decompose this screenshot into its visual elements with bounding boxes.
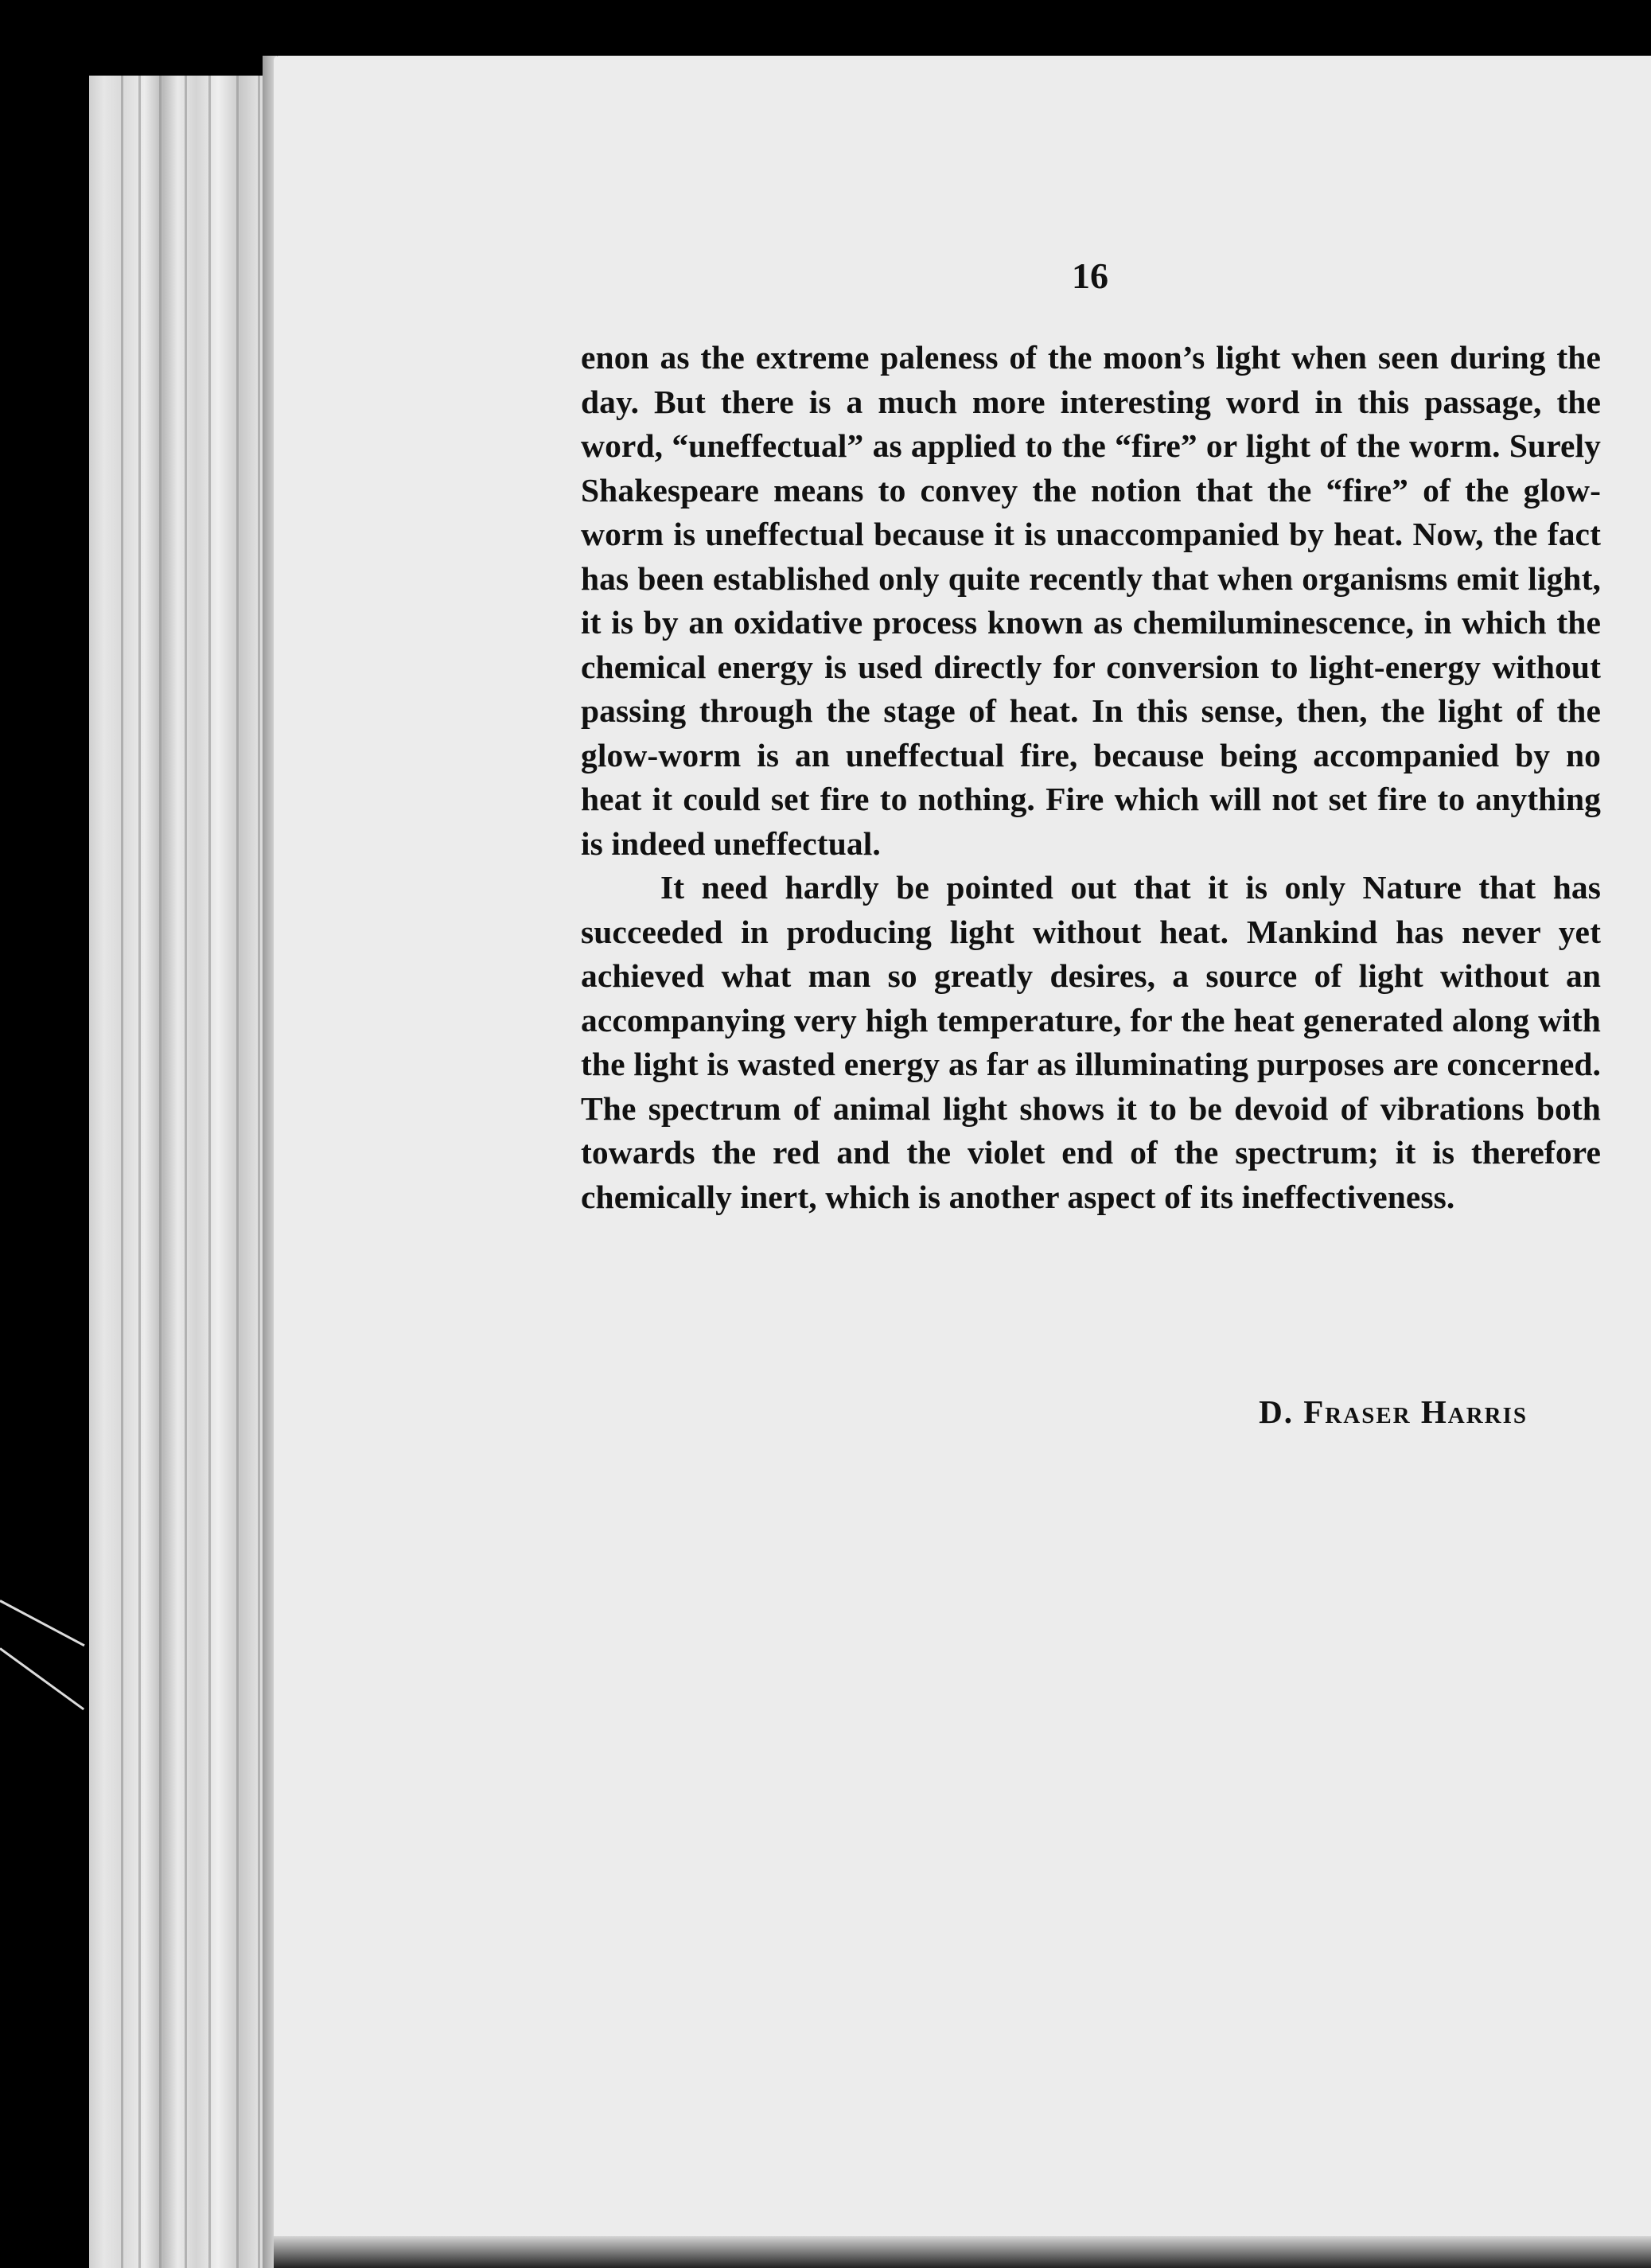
paragraph-1: enon as the extreme paleness of the moon’s light when seen during the day. But there is a much more interesting word in this passage, the word, “uneffectual” as applied to the “fire” or light of the worm. Surely Shakespeare means to convey the notion that the “fire” of the glow-worm is uneffectual because it is unaccompanied by heat. Now, the fact has been established only quite recently that when organisms emit light, it is by an oxidative process known as chemiluminescence, in which the chemical energy is used directly for conversion to light-energy without passing through the stage of heat. In this sense, then, the light of the glow-worm is an uneffectual fire, because being accompanied by no heat it could set fire to nothing. Fire which will not set fire to anything is indeed uneffectual. <box>581 339 1601 862</box>
page-number: 16 <box>1072 255 1108 296</box>
author-signature: D. Fraser Harris <box>1259 1393 1528 1430</box>
scan-artifact <box>0 1600 85 1646</box>
body-text <box>581 336 1601 1219</box>
page-bottom-shadow <box>274 2236 1651 2268</box>
book-edge <box>89 76 274 2268</box>
paragraph-2: It need hardly be pointed out that it is only Nature that has succeeded in producing light without heat. Mankind has never yet achieved what man so greatly desires, a source of light without an accompanying very high temperature, for the heat generated along with the light is wasted energy as far as illuminating purposes are concerned. The spectrum of animal light shows it to be devoid of vibrations both towards the red and the violet end of the spectrum; it is therefore chemically inert, which is another aspect of its ineffectiveness. <box>581 869 1601 1215</box>
scan-artifact <box>0 1647 84 1710</box>
